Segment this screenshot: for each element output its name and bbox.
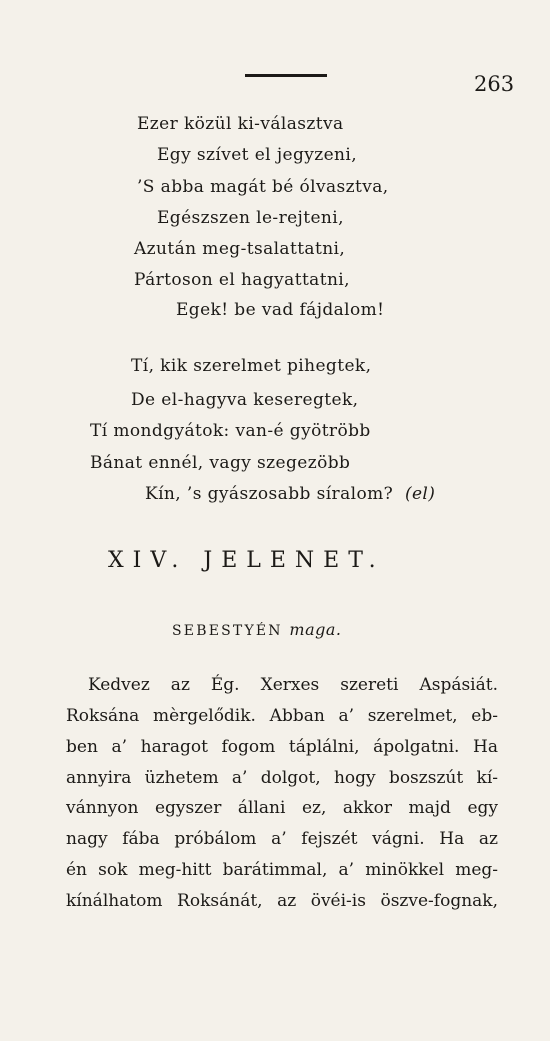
poem-line: Pártoson el hagyattatni, [134,270,350,290]
poem-line: Ezer közül ki-választva [137,114,344,134]
scene-heading: XIV. JELENET. [108,548,385,573]
poem-line: Tí, kik szerelmet pihegtek, [131,356,372,376]
poem-line: Egy szívet el jegyzeni, [157,145,358,165]
poem-line: Bánat ennél, vagy szegezöbb [90,453,351,473]
poem-line [145,484,435,504]
speaker-line [172,620,342,639]
prose-line: Kedvez az Ég. Xerxes szereti Aspásiát. [88,675,498,695]
page-number: 263 [474,72,515,96]
prose-line: annyira üzhetem a’ dolgot, hogy boszszút kí- [66,768,498,788]
prose-line: Roksána mèrgelődik. Abban a’ szerelmet, eb- [66,706,498,726]
poem-line: Azután meg-tsalattatni, [134,239,346,259]
poem-line: Egek! be vad fájdalom! [176,300,385,320]
prose-line: vánnyon egyszer állani ez, akkor majd egy [66,798,498,818]
poem-line: ’S abba magát bé ólvasztva, [137,177,389,197]
speaker-name: SEBESTYÉN [172,623,283,639]
prose-line: ben a’ haragot fogom táplálni, ápolgatni. Ha [66,737,498,757]
poem-line-text: Kín, ’s gyászosabb síralom? [145,484,394,504]
prose-line: én sok meg-hitt barátimmal, a’ minökkel meg- [66,860,498,880]
stage-direction: (el) [404,484,436,504]
poem-line: Tí mondgyátok: van-é gyötröbb [90,421,371,441]
speaker-role: maga. [289,620,342,639]
poem-line: Egészszen le-rejteni, [157,208,344,228]
prose-line: kínálhatom Roksánát, az övéi-is öszve-fognak, [66,891,498,911]
poem-line: De el-hagyva keseregtek, [131,390,359,410]
header-rule [245,74,327,77]
prose-line: nagy fába próbálom a’ fejszét vágni. Ha az [66,829,498,849]
